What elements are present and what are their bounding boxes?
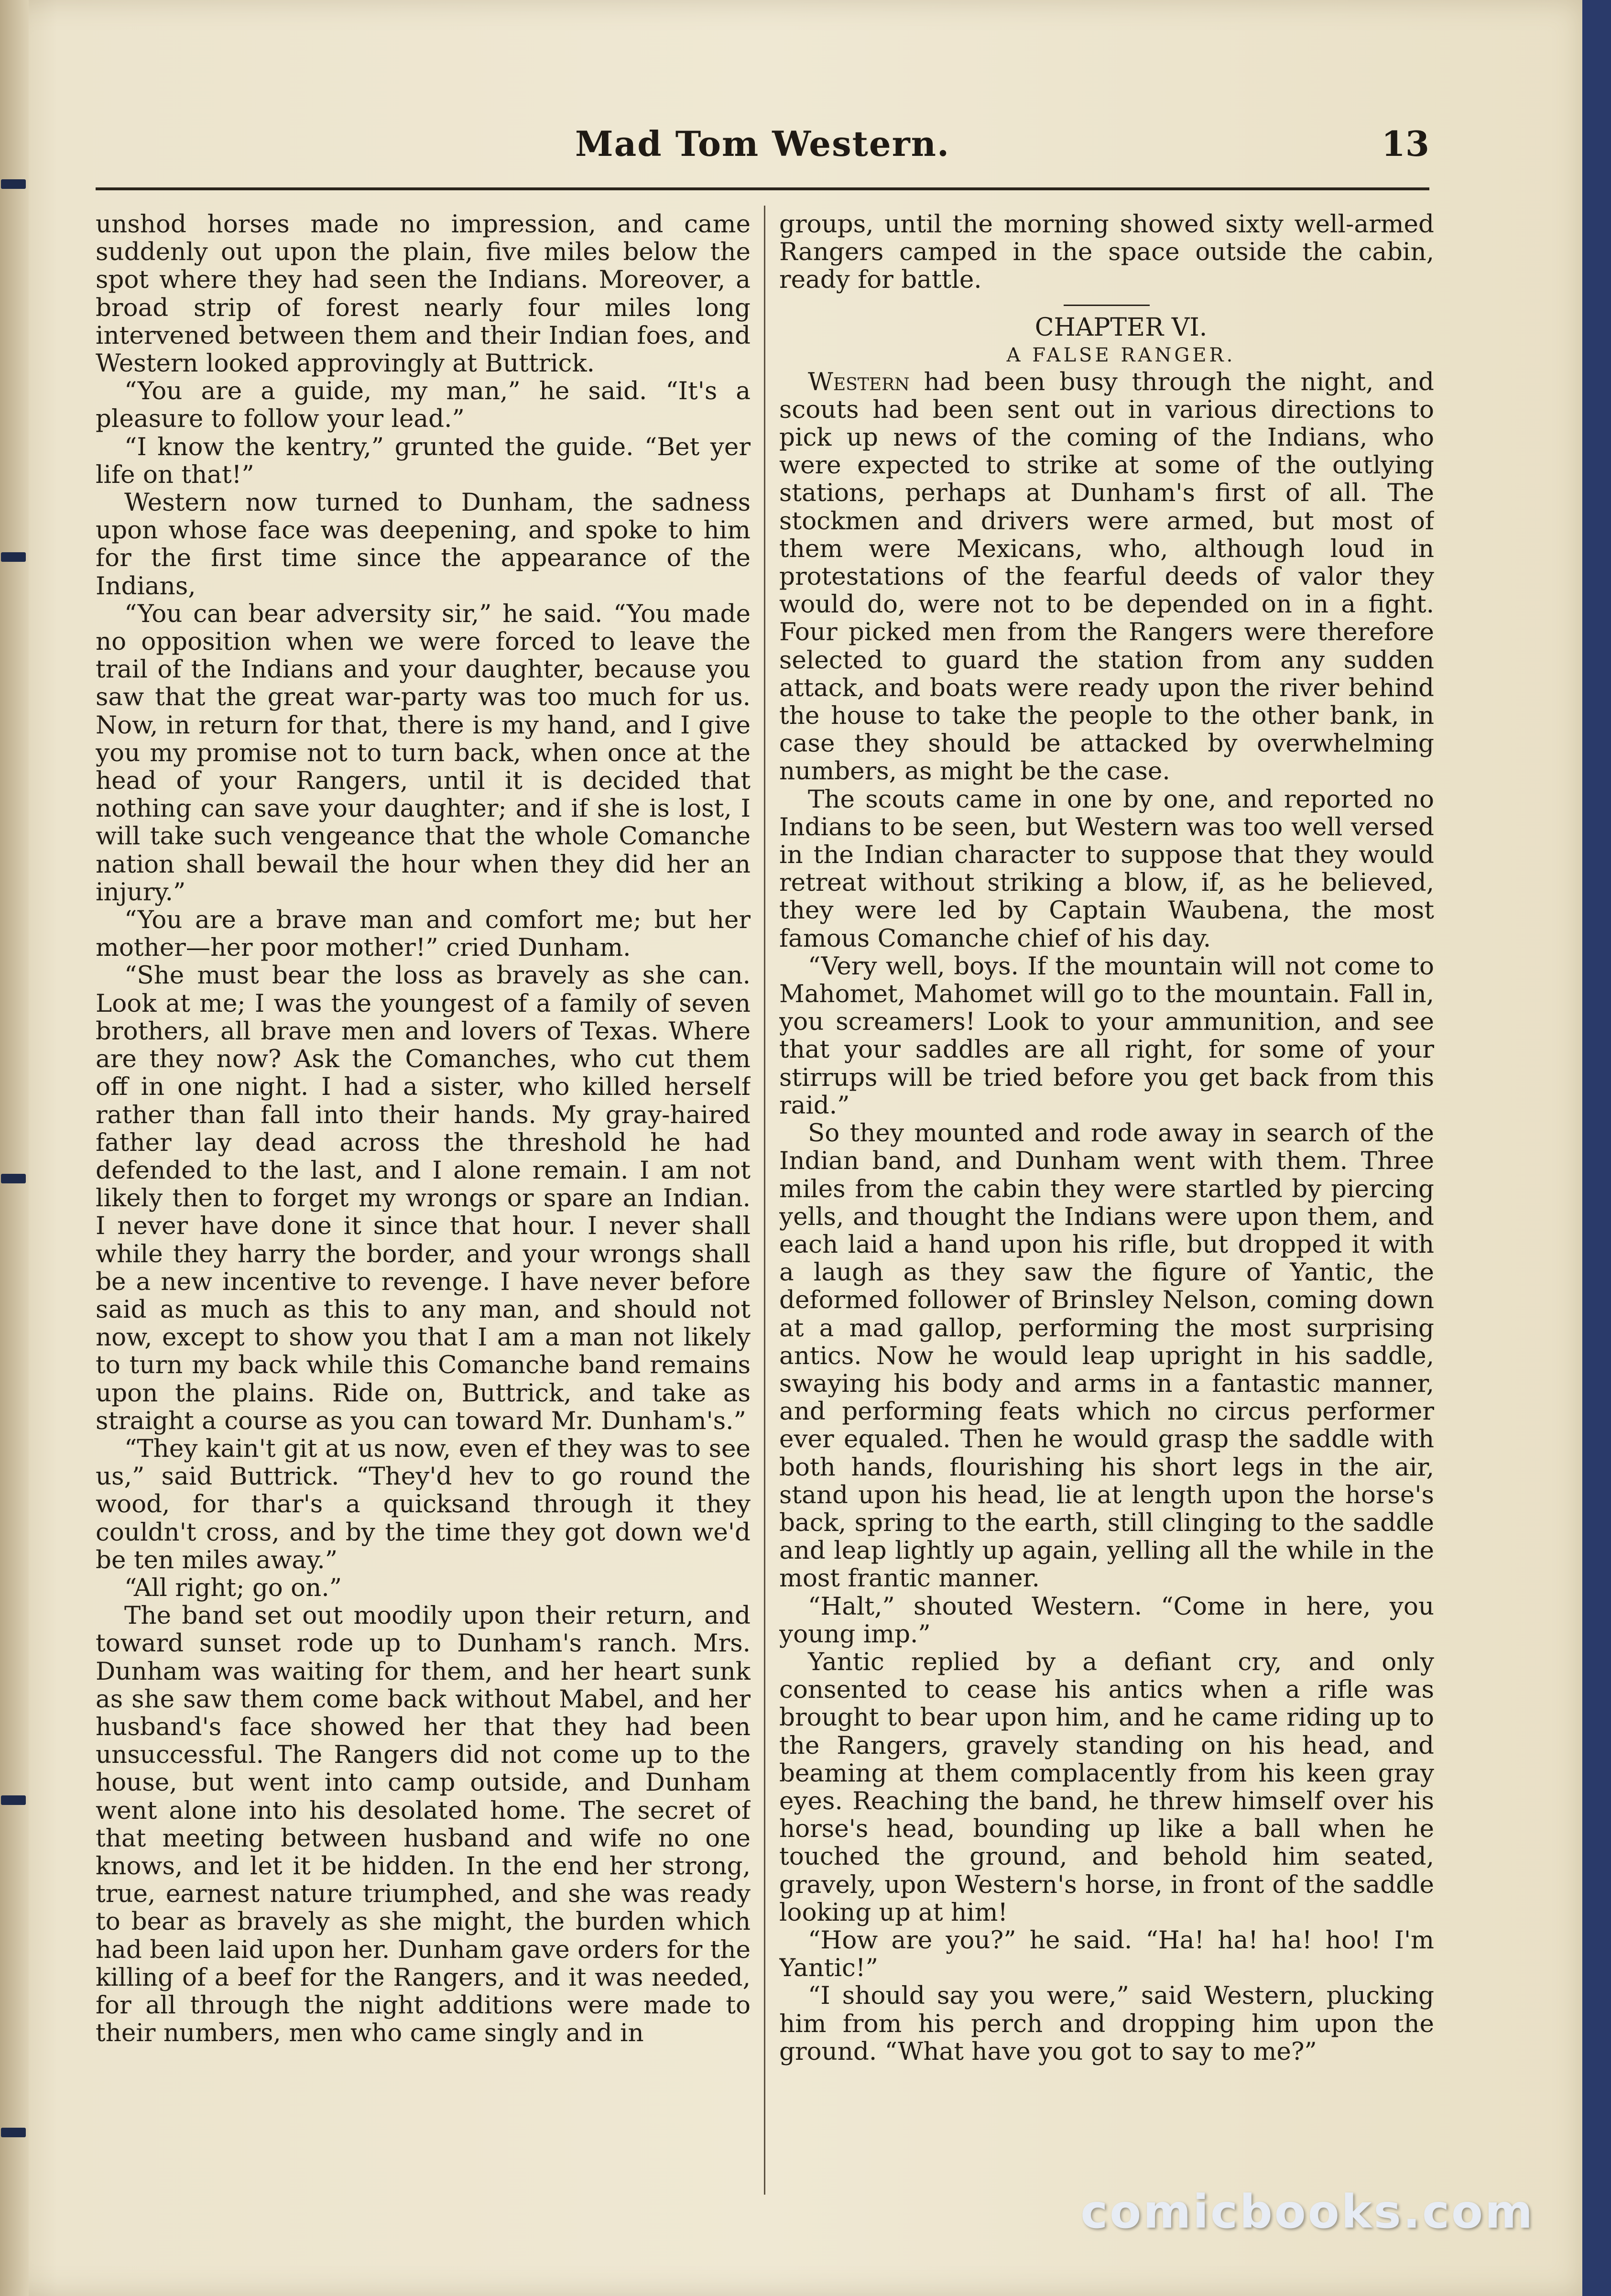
binding-stitch (1, 1174, 26, 1183)
paragraph: “She must bear the loss as bravely as she can. Look at me; I was the youngest of a family of seven brothers, all brave men and lovers of Texas. Where are they now? Ask the Comanches, who cut them off in one night. I had a sister, who killed herself rather than fall into their hands. My gray-haired father lay dead across the threshold he had defended to the last, and I alone remain. I am not likely then to forget my wrongs or spare an Indian. I never have done it since that hour. I never shall while they harry the border, and your wrongs shall be a new incentive to revenge. I have never before said as much as this to any man, and should not now, except to show you that I am a man not likely to turn my back while this Comanche band remains upon the plains. Ride on, Buttrick, and take as straight a course as you can toward Mr. Dunham's.” (96, 961, 751, 1435)
chapter-heading: CHAPTER VI. (1034, 313, 1208, 342)
paragraph: “You can bear adversity sir,” he said. “You made no opposition when we were forced to leave the trail of the Indians and your daughter, because you saw that the great war-party was too much for us. Now, in return for that, there is my hand, and I give you my promise not to turn back, when once at the head of your Rangers, until it is decided that nothing can save your daughter; and if she is lost, I will take such vengeance that the whole Comanche nation shall bewail the hour when they did her an injury.” (96, 599, 751, 907)
binding-stitch (1, 2128, 26, 2137)
header-rule (96, 187, 1429, 190)
paragraph: The band set out moodily upon their return, and toward sunset rode up to Dunham's ranch. Mrs. Dunham was waiting for them, and her heart sunk as she saw them come back without Mabel, and her husband's face showed her that they had been unsuccessful. The Rangers did not come up to the house, but went into camp outside, and Dunham went alone into his desolated home. The secret of that meeting between husband and wife no one knows, and let it be hidden. In the end her strong, true, earnest nature triumphed, and she was ready to bear as bravely as she might, the burden which had been laid upon her. Dunham gave orders for the killing of a beef for the Rangers, and it was needed, for all through the night additions were made to their numbers, men who came singly and in (96, 1601, 751, 2048)
running-title: Mad Tom Western. (575, 123, 950, 164)
paragraph: “You are a guide, my man,” he said. “It's a pleasure to follow your lead.” (96, 377, 751, 434)
lead-word: Western (808, 367, 910, 396)
paragraph: So they mounted and rode away in search of the Indian band, and Dunham went with them. Three miles from the cabin they were startled by piercing yells, and thought the Indians were upon them, and each laid a hand upon his rifle, but dropped it with a laugh as they saw the figure of Yantic, the deformed follower of Brinsley Nelson, coming down at a mad gallop, performing the most surprising antics. Now he would leap upright in his saddle, swaying his body and arms in a fantastic manner, and performing feats which no circus performer ever equaled. Then he would grasp the saddle with both hands, flourishing his short legs in the air, stand upon his head, lie at length upon the horse's back, spring to the earth, still clinging to the saddle and leap lightly up again, yelling all the while in the most frantic manner. (779, 1119, 1434, 1593)
binding-stitch (1, 552, 26, 562)
paragraph: “Halt,” shouted Western. “Come in here, you young imp.” (779, 1592, 1434, 1649)
paragraph: The scouts came in one by one, and reported no Indians to be seen, but Western was too well versed in the Indian character to suppose that they would retreat without striking a blow, if, as he believed, they were led by Captain Waubena, the most famous Comanche chief of his day. (779, 785, 1434, 953)
binding-stitch (1, 179, 26, 189)
right-column (779, 210, 1434, 2209)
column-divider (764, 206, 765, 2195)
binding-stitch (1, 1795, 26, 1805)
page-spine (0, 0, 29, 2296)
page-number: 13 (1381, 123, 1429, 164)
chapter-rule (1064, 305, 1150, 306)
paragraph: “All right; go on.” (124, 1573, 342, 1602)
paragraph: “I know the kentry,” grunted the guide. “Bet yer life on that!” (96, 432, 751, 489)
paragraph: unshod horses made no impression, and came suddenly out upon the plain, five miles below the spot where they had seen the Indians. Moreover, a broad strip of forest nearly four miles long intervened between them and their Indian foes, and Western looked approvingly at Buttrick. (96, 210, 751, 378)
paragraph: Yantic replied by a defiant cry, and only consented to cease his antics when a rifle was brought to bear upon him, and he came riding up to the Rangers, gravely standing on his head, and beaming at them complacently from his keen gray eyes. Reaching the band, he threw himself over his horse's head, bounding up like a ball when he touched the ground, and behold him seated, gravely, upon Western's horse, in front of the saddle looking up at him! (779, 1647, 1434, 1927)
paragraph: “They kain't git at us now, even ef they was to see us,” said Buttrick. “They'd hev to go round the wood, for thar's a quicksand through it they couldn't cross, and by the time they got down we'd be ten miles away.” (96, 1434, 751, 1574)
paragraph: Western now turned to Dunham, the sadness upon whose face was deepening, and spoke to him for the first time since the appearance of the Indians, (96, 488, 751, 601)
paragraph: “Very well, boys. If the mountain will not come to Mahomet, Mahomet will go to the mountain. Fall in, you screamers! Look to your ammunition, and see that your saddles are all right, for some of your stirrups will be tried before you get back from this raid.” (779, 951, 1434, 1120)
paragraph: “How are you?” he said. “Ha! ha! ha! hoo! I'm Yantic!” (779, 1925, 1434, 1983)
left-column (96, 210, 751, 2209)
paragraph (779, 368, 1434, 786)
site-watermark: comicbooks.com (1080, 2185, 1535, 2239)
running-header (96, 120, 1429, 172)
paragraph: “I should say you were,” said Western, plucking him from his perch and dropping him upon the ground. “What have you got to say to me?” (779, 1981, 1434, 2066)
chapter-title: A FALSE RANGER. (1006, 344, 1236, 366)
paragraph-text: had been busy through the night, and scouts had been sent out in various directions to pick up news of the coming of the Indians, who were expected to strike at some of the outlying stations, perhaps at Dunham's first of all. The stockmen and drivers were armed, but most of them were Mexicans, who, although loud in protestations of the fearful deeds of valor they would do, were not to be depended on in a fight. Four picked men from the Rangers were therefore selected to guard the station from any sudden attack, and boats were ready upon the river behind the house to take the people to the other bank, in case they should be attacked by overwhelming numbers, as might be the case. (779, 367, 1434, 786)
paragraph: groups, until the morning showed sixty well-armed Rangers camped in the space outside the cabin, ready for battle. (779, 210, 1434, 295)
paragraph: “You are a brave man and comfort me; but her mother—her poor mother!” cried Dunham. (96, 906, 751, 962)
